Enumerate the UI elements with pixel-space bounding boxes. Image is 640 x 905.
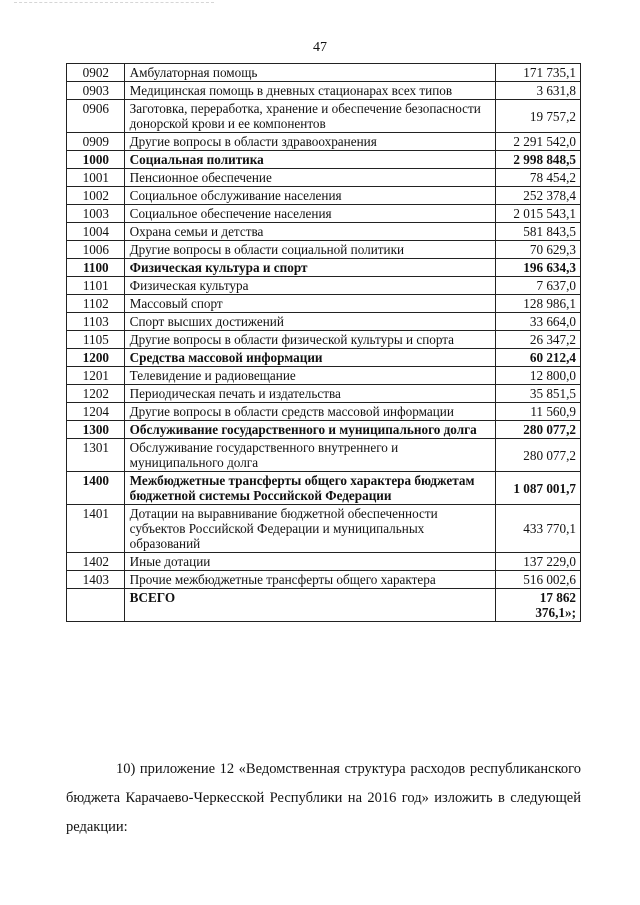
row-amount: 78 454,2 — [495, 169, 580, 187]
row-name: Иные дотации — [124, 553, 495, 571]
row-code: 1000 — [67, 151, 125, 169]
table-row — [67, 331, 581, 349]
row-name: Социальная политика — [124, 151, 495, 169]
budget-table-body — [67, 64, 581, 622]
row-code: 1401 — [67, 505, 125, 553]
table-row — [67, 439, 581, 472]
row-code: 1201 — [67, 367, 125, 385]
row-code — [67, 589, 125, 622]
scan-artifact — [14, 2, 214, 13]
row-name: Массовый спорт — [124, 295, 495, 313]
row-name: Средства массовой информации — [124, 349, 495, 367]
row-amount: 280 077,2 — [495, 421, 580, 439]
table-row — [67, 259, 581, 277]
row-amount: 128 986,1 — [495, 295, 580, 313]
row-code: 1202 — [67, 385, 125, 403]
table-row — [67, 313, 581, 331]
row-name: Заготовка, переработка, хранение и обеспечение безопасности донорской крови и ее компонентов — [124, 100, 495, 133]
row-code: 0909 — [67, 133, 125, 151]
table-row — [67, 367, 581, 385]
row-name: Другие вопросы в области социальной политики — [124, 241, 495, 259]
row-amount: 2 291 542,0 — [495, 133, 580, 151]
table-row — [67, 472, 581, 505]
row-name: Спорт высших достижений — [124, 313, 495, 331]
row-amount: 581 843,5 — [495, 223, 580, 241]
row-name: Другие вопросы в области здравоохранения — [124, 133, 495, 151]
row-amount: 2 015 543,1 — [495, 205, 580, 223]
row-amount: 12 800,0 — [495, 367, 580, 385]
row-code: 0902 — [67, 64, 125, 82]
table-row — [67, 277, 581, 295]
table-row — [67, 187, 581, 205]
row-amount: 35 851,5 — [495, 385, 580, 403]
row-amount: 17 862 376,1»; — [495, 589, 580, 622]
row-amount: 171 735,1 — [495, 64, 580, 82]
table-row — [67, 505, 581, 553]
row-code: 1002 — [67, 187, 125, 205]
row-amount: 252 378,4 — [495, 187, 580, 205]
row-code: 1300 — [67, 421, 125, 439]
table-row — [67, 169, 581, 187]
row-code: 1101 — [67, 277, 125, 295]
row-code: 1200 — [67, 349, 125, 367]
row-amount: 2 998 848,5 — [495, 151, 580, 169]
row-amount: 516 002,6 — [495, 571, 580, 589]
row-name: Охрана семьи и детства — [124, 223, 495, 241]
row-name: Физическая культура — [124, 277, 495, 295]
row-code: 1400 — [67, 472, 125, 505]
table-row — [67, 223, 581, 241]
row-code: 0903 — [67, 82, 125, 100]
row-amount: 1 087 001,7 — [495, 472, 580, 505]
row-name: Медицинская помощь в дневных стационарах всех типов — [124, 82, 495, 100]
row-amount: 137 229,0 — [495, 553, 580, 571]
row-name: Межбюджетные трансферты общего характера бюджетам бюджетной системы Российской Федерации — [124, 472, 495, 505]
row-amount: 19 757,2 — [495, 100, 580, 133]
table-row — [67, 100, 581, 133]
table-row — [67, 295, 581, 313]
row-amount: 3 631,8 — [495, 82, 580, 100]
row-name: ВСЕГО — [124, 589, 495, 622]
row-amount: 433 770,1 — [495, 505, 580, 553]
row-name: Социальное обслуживание населения — [124, 187, 495, 205]
page-number: 47 — [313, 40, 327, 55]
row-amount: 26 347,2 — [495, 331, 580, 349]
row-amount: 196 634,3 — [495, 259, 580, 277]
row-name: Периодическая печать и издательства — [124, 385, 495, 403]
row-name: Обслуживание государственного и муниципального долга — [124, 421, 495, 439]
row-code: 1006 — [67, 241, 125, 259]
amendment-paragraph: 10) приложение 12 «Ведомственная структура расходов республиканского бюджета Карачаево-Черкесской Республики на 2016 год» изложить в следующей редакции: — [66, 761, 581, 835]
row-name: Дотации на выравнивание бюджетной обеспеченности субъектов Российской Федерации и муниципальных образований — [124, 505, 495, 553]
table-row — [67, 403, 581, 421]
row-amount: 11 560,9 — [495, 403, 580, 421]
table-row — [67, 589, 581, 622]
table-row — [67, 205, 581, 223]
row-code: 1100 — [67, 259, 125, 277]
row-name: Телевидение и радиовещание — [124, 367, 495, 385]
row-amount: 33 664,0 — [495, 313, 580, 331]
row-name: Прочие межбюджетные трансферты общего характера — [124, 571, 495, 589]
row-code: 1403 — [67, 571, 125, 589]
row-code: 1103 — [67, 313, 125, 331]
row-name: Другие вопросы в области физической культуры и спорта — [124, 331, 495, 349]
table-row — [67, 421, 581, 439]
row-amount: 280 077,2 — [495, 439, 580, 472]
row-code: 1204 — [67, 403, 125, 421]
table-row — [67, 64, 581, 82]
table-row — [67, 82, 581, 100]
table-row — [67, 385, 581, 403]
row-code: 1003 — [67, 205, 125, 223]
row-code: 1001 — [67, 169, 125, 187]
table-row — [67, 553, 581, 571]
row-code: 0906 — [67, 100, 125, 133]
row-code: 1301 — [67, 439, 125, 472]
table-row — [67, 241, 581, 259]
table-row — [67, 349, 581, 367]
row-name: Обслуживание государственного внутреннего и муниципального долга — [124, 439, 495, 472]
table-row — [67, 133, 581, 151]
row-name: Социальное обеспечение населения — [124, 205, 495, 223]
row-name: Другие вопросы в области средств массовой информации — [124, 403, 495, 421]
row-code: 1105 — [67, 331, 125, 349]
row-name: Физическая культура и спорт — [124, 259, 495, 277]
row-code: 1402 — [67, 553, 125, 571]
table-row — [67, 571, 581, 589]
row-code: 1102 — [67, 295, 125, 313]
row-amount: 70 629,3 — [495, 241, 580, 259]
row-name: Пенсионное обеспечение — [124, 169, 495, 187]
row-code: 1004 — [67, 223, 125, 241]
row-amount: 60 212,4 — [495, 349, 580, 367]
table-row — [67, 151, 581, 169]
row-amount: 7 637,0 — [495, 277, 580, 295]
row-name: Амбулаторная помощь — [124, 64, 495, 82]
budget-table — [66, 63, 581, 622]
